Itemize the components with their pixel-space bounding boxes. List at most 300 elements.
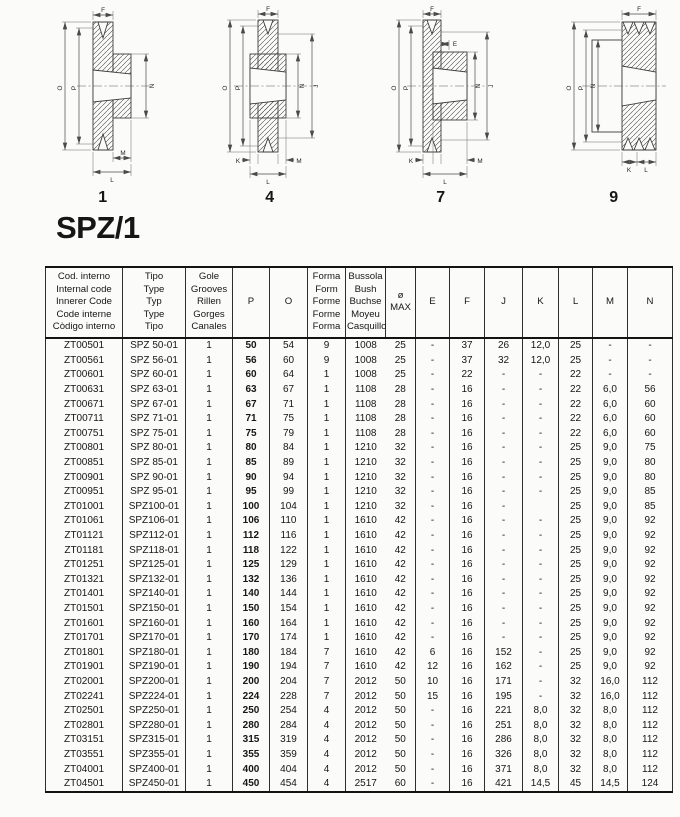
cell-form: 7 [308, 660, 346, 675]
cell-f: 16 [450, 382, 485, 397]
cell-e: - [416, 382, 450, 397]
cell-type: SPZ224-01 [123, 689, 186, 704]
cell-bush: 1610 [346, 660, 386, 675]
cell-p: 80 [233, 441, 270, 456]
cell-type: SPZ 80-01 [123, 441, 186, 456]
cell-l: 32 [559, 674, 593, 689]
cell-omax: 42 [394, 632, 406, 644]
cell-type: SPZ450-01 [123, 776, 186, 792]
cell-n: 60 [628, 411, 673, 426]
cell-p: 90 [233, 470, 270, 485]
cell-k: - [523, 674, 559, 689]
cell-j: 152 [485, 645, 523, 660]
table-row [46, 426, 673, 441]
cell-code: ZT00601 [46, 368, 123, 383]
cell-m: 9,0 [593, 601, 628, 616]
cell-type: SPZ190-01 [123, 660, 186, 675]
cell-e: - [416, 543, 450, 558]
table-row [46, 557, 673, 572]
cell-type: SPZ118-01 [123, 543, 186, 558]
cell-o: 79 [270, 426, 308, 441]
cell-p: 190 [233, 660, 270, 675]
cell-f: 16 [450, 601, 485, 616]
cell-e: 15 [416, 689, 450, 704]
cell-grooves: 1 [186, 426, 233, 441]
cell-k: - [523, 441, 559, 456]
cell-n: 92 [628, 514, 673, 529]
table-row [46, 718, 673, 733]
cell-code: ZT00851 [46, 455, 123, 470]
cell-grooves: 1 [186, 762, 233, 777]
cell-k: - [523, 689, 559, 704]
dim-label-k: K [626, 167, 632, 174]
cell-type: SPZ 67-01 [123, 397, 186, 412]
cell-o: 122 [270, 543, 308, 558]
col-header-k: K [523, 267, 559, 338]
cell-k: - [523, 543, 559, 558]
cell-type: SPZ140-01 [123, 587, 186, 602]
cell-j: - [485, 499, 523, 514]
cell-omax: 28 [394, 398, 406, 410]
cell-m: 9,0 [593, 630, 628, 645]
cell-form: 7 [308, 689, 346, 704]
cell-type: SPZ 75-01 [123, 426, 186, 441]
table-body [46, 338, 673, 792]
cell-bush: 1610 [346, 543, 386, 558]
cell-o: 319 [270, 733, 308, 748]
cell-m: 8,0 [593, 703, 628, 718]
cell-o: 359 [270, 747, 308, 762]
cell-omax: 32 [394, 486, 406, 498]
table-row [46, 674, 673, 689]
cell-e: - [416, 616, 450, 631]
cell-p: 85 [233, 455, 270, 470]
cell-m: 16,0 [593, 674, 628, 689]
cell-j: 26 [485, 338, 523, 354]
cell-j: - [485, 397, 523, 412]
cell-bush: 2012 [346, 733, 386, 748]
cell-grooves: 1 [186, 470, 233, 485]
cell-bush: 2012 [346, 747, 386, 762]
cell-o: 184 [270, 645, 308, 660]
cell-bush: 1108 [346, 397, 386, 412]
cell-n: 112 [628, 674, 673, 689]
cell-f: 16 [450, 514, 485, 529]
cell-f: 16 [450, 484, 485, 499]
cell-type: SPZ 63-01 [123, 382, 186, 397]
cell-m: 9,0 [593, 470, 628, 485]
table-row [46, 689, 673, 704]
cell-l: 22 [559, 411, 593, 426]
cell-o: 94 [270, 470, 308, 485]
cell-code: ZT01181 [46, 543, 123, 558]
cell-bush: 1210 [346, 470, 386, 485]
cell-l: 25 [559, 630, 593, 645]
cell-n: 92 [628, 630, 673, 645]
cell-f: 16 [450, 733, 485, 748]
cell-n: 80 [628, 470, 673, 485]
cell-omax: 50 [394, 675, 406, 687]
dim-label-p: P [578, 85, 585, 91]
cell-p: 75 [233, 426, 270, 441]
cell-e: - [416, 499, 450, 514]
cell-o: 64 [270, 368, 308, 383]
cell-grooves: 1 [186, 397, 233, 412]
cell-bush: 2012 [346, 689, 386, 704]
dim-label-f: F [637, 6, 641, 13]
cell-f: 37 [450, 353, 485, 368]
cell-code: ZT01121 [46, 528, 123, 543]
cell-code: ZT01001 [46, 499, 123, 514]
cell-form: 1 [308, 499, 346, 514]
cell-bush: 1210 [346, 484, 386, 499]
cell-grooves: 1 [186, 441, 233, 456]
cell-p: 71 [233, 411, 270, 426]
cell-l: 25 [559, 528, 593, 543]
cell-n: 112 [628, 747, 673, 762]
cell-f: 16 [450, 645, 485, 660]
cell-omax: 28 [394, 384, 406, 396]
cell-j: 171 [485, 674, 523, 689]
cell-m: 14,5 [593, 776, 628, 792]
cell-k: - [523, 601, 559, 616]
cell-p: 400 [233, 762, 270, 777]
table-row [46, 762, 673, 777]
cell-form: 1 [308, 572, 346, 587]
cell-m: 8,0 [593, 718, 628, 733]
cell-e: - [416, 455, 450, 470]
dim-label-o: O [391, 85, 398, 91]
cell-form: 1 [308, 397, 346, 412]
cell-m: 9,0 [593, 645, 628, 660]
cell-k: 8,0 [523, 747, 559, 762]
cell-omax: 42 [394, 544, 406, 556]
cell-form: 1 [308, 601, 346, 616]
cell-bush: 1210 [346, 441, 386, 456]
cell-grooves: 1 [186, 674, 233, 689]
spec-table [45, 266, 673, 793]
cell-f: 16 [450, 455, 485, 470]
cell-o: 254 [270, 703, 308, 718]
cell-j: - [485, 455, 523, 470]
cell-l: 25 [559, 484, 593, 499]
cell-k: - [523, 397, 559, 412]
cell-j: 371 [485, 762, 523, 777]
cell-l: 25 [559, 601, 593, 616]
cell-k: - [523, 484, 559, 499]
cell-type: SPZ250-01 [123, 703, 186, 718]
cell-e: - [416, 441, 450, 456]
table-row [46, 353, 673, 368]
dim-label-m: M [296, 158, 302, 165]
cell-p: 106 [233, 514, 270, 529]
dim-label-p: P [403, 85, 410, 91]
cell-p: 200 [233, 674, 270, 689]
cell-f: 16 [450, 528, 485, 543]
dim-label-j: J [313, 84, 320, 88]
cell-m: 9,0 [593, 499, 628, 514]
cell-omax: 25 [394, 340, 406, 352]
figure-number-7: 7 [436, 189, 446, 206]
cell-j: - [485, 601, 523, 616]
cell-o: 116 [270, 528, 308, 543]
cell-omax: 28 [394, 413, 406, 425]
cell-l: 25 [559, 514, 593, 529]
cell-n: 112 [628, 718, 673, 733]
cell-n: 85 [628, 499, 673, 514]
dim-label-n: N [149, 83, 156, 89]
cell-o: 228 [270, 689, 308, 704]
cell-p: 56 [233, 353, 270, 368]
cell-bush: 1610 [346, 601, 386, 616]
cell-grooves: 1 [186, 484, 233, 499]
cell-l: 25 [559, 499, 593, 514]
col-header-m: M [593, 267, 628, 338]
dim-label-p: P [71, 85, 78, 91]
cell-grooves: 1 [186, 499, 233, 514]
table-row [46, 645, 673, 660]
cell-l: 25 [559, 616, 593, 631]
cell-code: ZT02801 [46, 718, 123, 733]
cell-n: - [628, 353, 673, 368]
cell-bush: 2012 [346, 703, 386, 718]
cell-k: - [523, 660, 559, 675]
table-row [46, 411, 673, 426]
cell-type: SPZ400-01 [123, 762, 186, 777]
cell-bush: 2012 [346, 674, 386, 689]
cell-grooves: 1 [186, 353, 233, 368]
pulley-drawing-form-1 [37, 6, 169, 207]
cell-j: - [485, 368, 523, 383]
cell-code: ZT03151 [46, 733, 123, 748]
cell-l: 22 [559, 397, 593, 412]
table-row [46, 397, 673, 412]
cell-f: 16 [450, 747, 485, 762]
col-header-type: Tipo Type Typ Type Tipo [123, 267, 186, 338]
pulley-drawing-form-9 [548, 6, 680, 207]
cell-l: 45 [559, 776, 593, 792]
cell-type: SPZ315-01 [123, 733, 186, 748]
cell-f: 16 [450, 703, 485, 718]
cell-code: ZT00711 [46, 411, 123, 426]
cell-f: 16 [450, 660, 485, 675]
cell-o: 129 [270, 557, 308, 572]
cell-j: - [485, 543, 523, 558]
cell-bush: 1610 [346, 587, 386, 602]
dim-label-n: N [590, 83, 597, 89]
cell-n: 112 [628, 703, 673, 718]
cell-m: 9,0 [593, 484, 628, 499]
cell-p: 50 [233, 338, 270, 354]
cell-form: 4 [308, 718, 346, 733]
cell-omax: 42 [394, 588, 406, 600]
cell-e: 10 [416, 674, 450, 689]
cell-l: 32 [559, 718, 593, 733]
cell-form: 7 [308, 645, 346, 660]
cell-bush: 1610 [346, 572, 386, 587]
cell-m: - [593, 368, 628, 383]
cell-omax: 25 [394, 354, 406, 366]
table-row [46, 499, 673, 514]
dim-label-l: L [644, 167, 648, 174]
table-row [46, 616, 673, 631]
cell-o: 104 [270, 499, 308, 514]
cell-m: 9,0 [593, 557, 628, 572]
cell-f: 37 [450, 338, 485, 354]
cell-l: 32 [559, 703, 593, 718]
cell-f: 16 [450, 616, 485, 631]
cell-o: 54 [270, 338, 308, 354]
cell-k: 8,0 [523, 762, 559, 777]
cell-l: 25 [559, 572, 593, 587]
cell-type: SPZ150-01 [123, 601, 186, 616]
cell-grooves: 1 [186, 572, 233, 587]
cell-grooves: 1 [186, 703, 233, 718]
cell-p: 450 [233, 776, 270, 792]
cell-grooves: 1 [186, 747, 233, 762]
cell-f: 16 [450, 674, 485, 689]
cell-form: 1 [308, 514, 346, 529]
cell-l: 25 [559, 557, 593, 572]
cell-n: 56 [628, 382, 673, 397]
cell-bush: 1108 [346, 382, 386, 397]
pulley-drawing-form-7 [375, 6, 507, 207]
cell-omax: 42 [394, 515, 406, 527]
cell-code: ZT00951 [46, 484, 123, 499]
cell-grooves: 1 [186, 645, 233, 660]
cell-f: 16 [450, 762, 485, 777]
cell-code: ZT00801 [46, 441, 123, 456]
cell-l: 22 [559, 368, 593, 383]
cell-grooves: 1 [186, 455, 233, 470]
cell-e: - [416, 397, 450, 412]
cell-j: - [485, 514, 523, 529]
table-row [46, 470, 673, 485]
cell-e: - [416, 587, 450, 602]
cell-f: 16 [450, 397, 485, 412]
cell-k: - [523, 587, 559, 602]
cell-m: 9,0 [593, 441, 628, 456]
cell-l: 22 [559, 426, 593, 441]
dim-label-n: N [475, 83, 482, 89]
cell-j: 286 [485, 733, 523, 748]
cell-type: SPZ 50-01 [123, 338, 186, 354]
cell-n: 92 [628, 572, 673, 587]
cell-form: 4 [308, 747, 346, 762]
cell-form: 4 [308, 776, 346, 792]
dim-label-m: M [477, 158, 483, 165]
cell-e: - [416, 484, 450, 499]
table-row [46, 528, 673, 543]
cell-l: 32 [559, 762, 593, 777]
cell-p: 250 [233, 703, 270, 718]
cell-n: 85 [628, 484, 673, 499]
cell-k: 14,5 [523, 776, 559, 792]
cell-f: 22 [450, 368, 485, 383]
cell-bush: 2012 [346, 718, 386, 733]
cell-grooves: 1 [186, 616, 233, 631]
cell-k: - [523, 382, 559, 397]
cell-e: - [416, 703, 450, 718]
cell-p: 125 [233, 557, 270, 572]
cell-k: 8,0 [523, 733, 559, 748]
table-row [46, 587, 673, 602]
cell-omax: 50 [394, 719, 406, 731]
cell-omax: 32 [394, 471, 406, 483]
cell-code: ZT02501 [46, 703, 123, 718]
cell-k: 8,0 [523, 718, 559, 733]
cell-o: 204 [270, 674, 308, 689]
cell-form: 1 [308, 411, 346, 426]
cell-o: 89 [270, 455, 308, 470]
cell-omax: 42 [394, 559, 406, 571]
cell-grooves: 1 [186, 689, 233, 704]
figure-number-9: 9 [609, 189, 619, 206]
cell-bush: 1008 [346, 368, 386, 383]
cell-k [523, 499, 559, 514]
cell-form: 1 [308, 587, 346, 602]
cell-code: ZT01701 [46, 630, 123, 645]
cell-o: 84 [270, 441, 308, 456]
cell-o: 284 [270, 718, 308, 733]
cell-p: 63 [233, 382, 270, 397]
cell-grooves: 1 [186, 718, 233, 733]
cell-omax: 42 [394, 661, 406, 673]
cell-e: - [416, 368, 450, 383]
pulley-section-diagram-7 [375, 6, 507, 186]
cell-bush: 1610 [346, 645, 386, 660]
cell-n: 92 [628, 543, 673, 558]
cell-code: ZT02241 [46, 689, 123, 704]
cell-e: - [416, 528, 450, 543]
cell-m: 9,0 [593, 660, 628, 675]
pulley-drawing-form-4 [204, 6, 336, 207]
cell-l: 32 [559, 733, 593, 748]
cell-l: 25 [559, 470, 593, 485]
cell-code: ZT00671 [46, 397, 123, 412]
table-row [46, 630, 673, 645]
cell-j: - [485, 616, 523, 631]
cell-n: 80 [628, 455, 673, 470]
cell-grooves: 1 [186, 382, 233, 397]
cell-l: 25 [559, 543, 593, 558]
cell-form: 4 [308, 703, 346, 718]
col-header-j: J [485, 267, 523, 338]
col-header-o: O [270, 267, 308, 338]
cell-bush: 1108 [346, 426, 386, 441]
cell-n: 60 [628, 426, 673, 441]
cell-code: ZT00901 [46, 470, 123, 485]
cell-omax: 28 [394, 427, 406, 439]
cell-omax: 42 [394, 602, 406, 614]
cell-m: 8,0 [593, 762, 628, 777]
dim-label-o: O [222, 85, 229, 91]
table-row [46, 703, 673, 718]
cell-j: 421 [485, 776, 523, 792]
cell-bush: 1108 [346, 411, 386, 426]
cell-type: SPZ160-01 [123, 616, 186, 631]
cell-n: 112 [628, 689, 673, 704]
cell-e: - [416, 557, 450, 572]
cell-code: ZT01321 [46, 572, 123, 587]
cell-code: ZT00751 [46, 426, 123, 441]
cell-f: 16 [450, 426, 485, 441]
cell-code: ZT01601 [46, 616, 123, 631]
cell-k: - [523, 645, 559, 660]
cell-k: - [523, 470, 559, 485]
cell-f: 16 [450, 776, 485, 792]
cell-f: 16 [450, 557, 485, 572]
